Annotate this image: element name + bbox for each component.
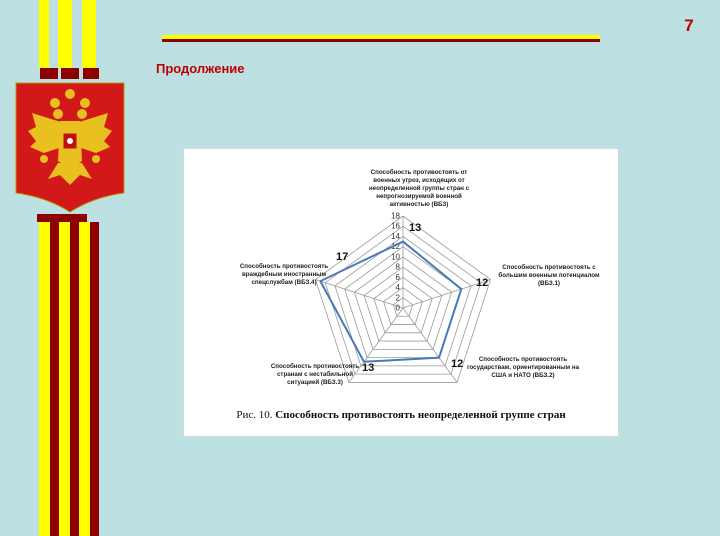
axis-label-vbz2: Способность противостоять государствам, ориентированным на США и НАТО (ВБЗ.2) bbox=[466, 356, 580, 379]
slide-subtitle: Продолжение bbox=[156, 61, 245, 76]
top-stripe-red-3 bbox=[83, 68, 99, 79]
caption-prefix: Рис. 10. bbox=[236, 409, 273, 421]
top-stripe-red-2 bbox=[61, 68, 79, 79]
axis-label-vbz4: Способность противостоять враждебным иностранным спецслужбам (ВБЗ.4) bbox=[239, 263, 329, 286]
tick-label-4: 4 bbox=[395, 283, 400, 293]
bottom-stripe-red-2 bbox=[50, 222, 59, 536]
top-stripe-red-1 bbox=[40, 68, 58, 79]
tick-label-18: 18 bbox=[391, 211, 400, 221]
data-label-vbz3: 13 bbox=[362, 362, 375, 374]
tick-label-12: 12 bbox=[391, 242, 400, 252]
top-stripe-yellow-2 bbox=[58, 0, 72, 68]
tick-label-8: 8 bbox=[395, 262, 400, 272]
axis-spoke-2 bbox=[403, 308, 457, 382]
bottom-stripe-yellow-3 bbox=[79, 222, 90, 536]
data-label-vbz1: 12 bbox=[476, 277, 489, 289]
bottom-stripe-red-4 bbox=[90, 222, 99, 536]
data-label-vbz4: 17 bbox=[336, 251, 349, 263]
figure-caption bbox=[184, 409, 618, 421]
tick-label-6: 6 bbox=[395, 272, 400, 282]
tick-label-0: 0 bbox=[395, 303, 400, 313]
tick-label-16: 16 bbox=[391, 221, 400, 231]
axis-label-vbz3: Способность противостоять странам с нестабильной ситуацией (ВБЗ.3) bbox=[270, 363, 360, 386]
top-stripe-yellow-1 bbox=[39, 0, 49, 68]
figure-panel bbox=[183, 148, 619, 437]
header-rule-red bbox=[162, 39, 600, 42]
bottom-stripe-yellow-2 bbox=[59, 222, 70, 536]
bottom-stripe-red-3 bbox=[70, 222, 79, 536]
top-stripe-yellow-3 bbox=[82, 0, 96, 68]
bottom-stripe-yellow-1 bbox=[39, 222, 50, 536]
coat-of-arms-icon bbox=[14, 81, 126, 213]
tick-label-14: 14 bbox=[391, 231, 400, 241]
caption-title: Способность противостоять неопределенной группе стран bbox=[275, 409, 566, 421]
axis-label-vbz1: Способность противостоять с большим военным потенциалом (ВБЗ.1) bbox=[498, 264, 600, 287]
data-label-vbz2: 12 bbox=[451, 358, 464, 370]
slide-number: 7 bbox=[684, 16, 694, 35]
axis-label-vbz: Способность противостоять от военных угроз, исходящих от неопределенной группы стран с непрогнозируемой военной активностью (ВБЗ) bbox=[368, 169, 470, 208]
tick-label-2: 2 bbox=[395, 293, 400, 303]
tick-label-10: 10 bbox=[391, 252, 400, 262]
data-label-vbz: 13 bbox=[409, 222, 422, 234]
bottom-stripe-red-1 bbox=[37, 214, 87, 222]
